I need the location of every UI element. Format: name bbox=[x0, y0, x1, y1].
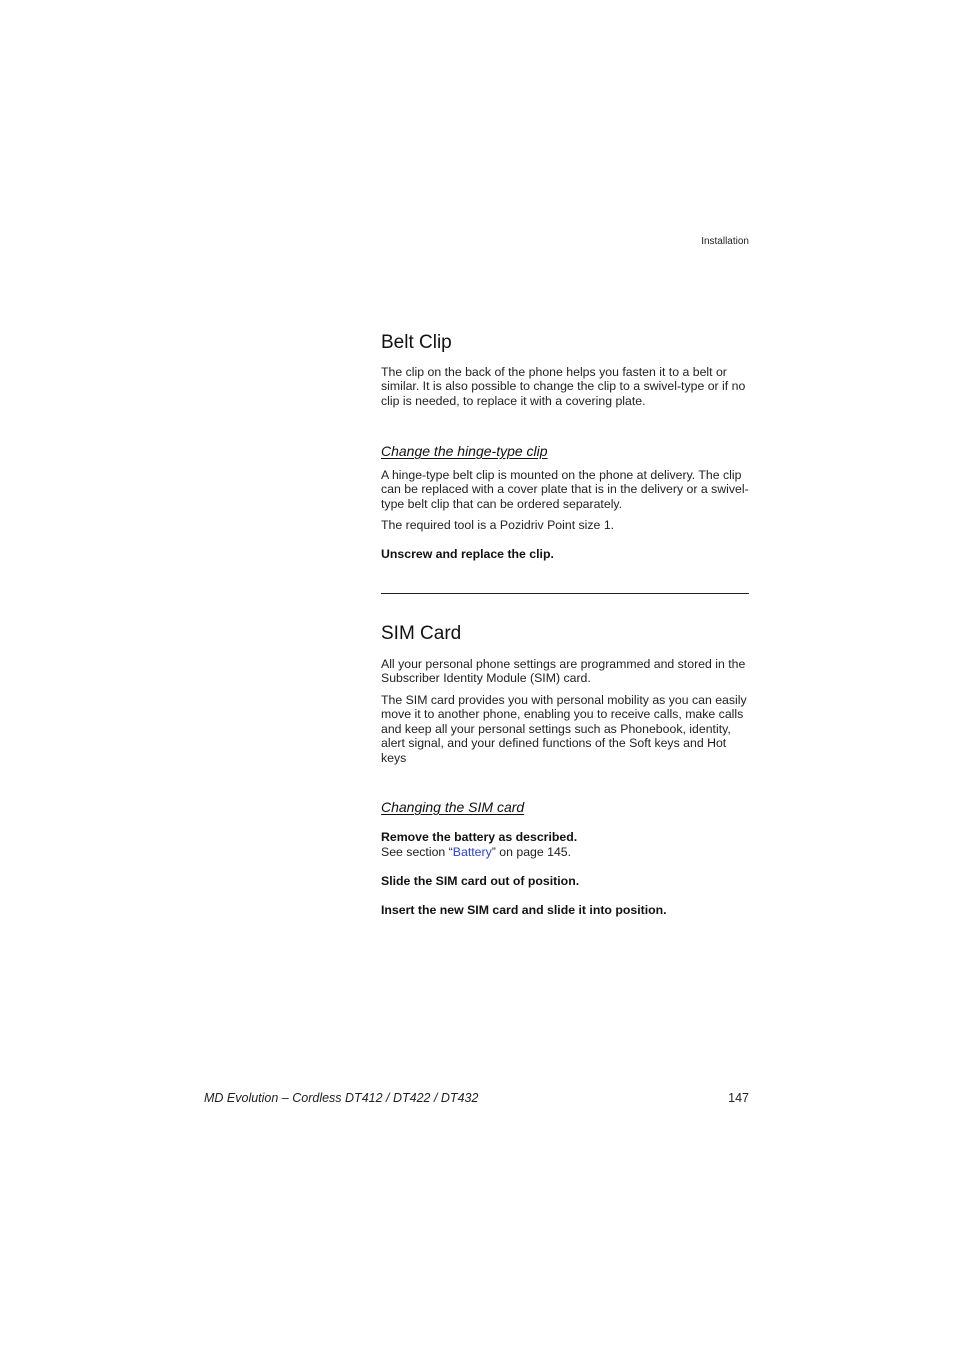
unscrew-step: Unscrew and replace the clip. bbox=[381, 547, 554, 561]
required-tool-paragraph: The required tool is a Pozidriv Point size 1. bbox=[381, 518, 615, 532]
sim-card-mobility-paragraph: The SIM card provides you with personal mobility as you can easily move it to another phone, enabling you to receive calls, make calls and keep all your personal settings such as Phonebook, identity, alert signal, and your defined functions of the Soft keys and Hot keys bbox=[381, 693, 747, 765]
remove-battery-step: Remove the battery as described. bbox=[381, 830, 578, 844]
hinge-clip-paragraph: A hinge-type belt clip is mounted on the phone at delivery. The clip can be replaced with a cover plate that is in the delivery or a swivel-type belt clip that can be ordered separately. bbox=[381, 468, 749, 511]
slide-sim-out-step: Slide the SIM card out of position. bbox=[381, 874, 580, 888]
battery-section-link[interactable]: Battery bbox=[452, 845, 492, 859]
insert-new-sim-step: Insert the new SIM card and slide it into position. bbox=[381, 903, 667, 917]
battery-reference-note bbox=[381, 845, 751, 859]
running-header: Installation bbox=[701, 236, 749, 247]
sim-card-intro: All your personal phone settings are programmed and stored in the Subscriber Identity Module (SIM) card. bbox=[381, 657, 746, 686]
footer-document-title: MD Evolution – Cordless DT412 / DT422 / DT432 bbox=[204, 1091, 479, 1105]
changing-sim-subheading: Changing the SIM card bbox=[381, 799, 525, 815]
hinge-clip-subheading: Change the hinge-type clip bbox=[381, 443, 548, 459]
sim-card-heading: SIM Card bbox=[381, 623, 462, 644]
footer-page-number: 147 bbox=[728, 1091, 749, 1105]
belt-clip-intro: The clip on the back of the phone helps you fasten it to a belt or similar. It is also possible to change the clip to a swivel-type or if no clip is needed, to replace it with a covering plate. bbox=[381, 365, 746, 408]
battery-note-suffix: ” on page 145. bbox=[491, 845, 572, 859]
section-divider bbox=[381, 593, 749, 594]
battery-note-prefix: See section “ bbox=[381, 845, 453, 859]
belt-clip-heading: Belt Clip bbox=[381, 332, 452, 353]
